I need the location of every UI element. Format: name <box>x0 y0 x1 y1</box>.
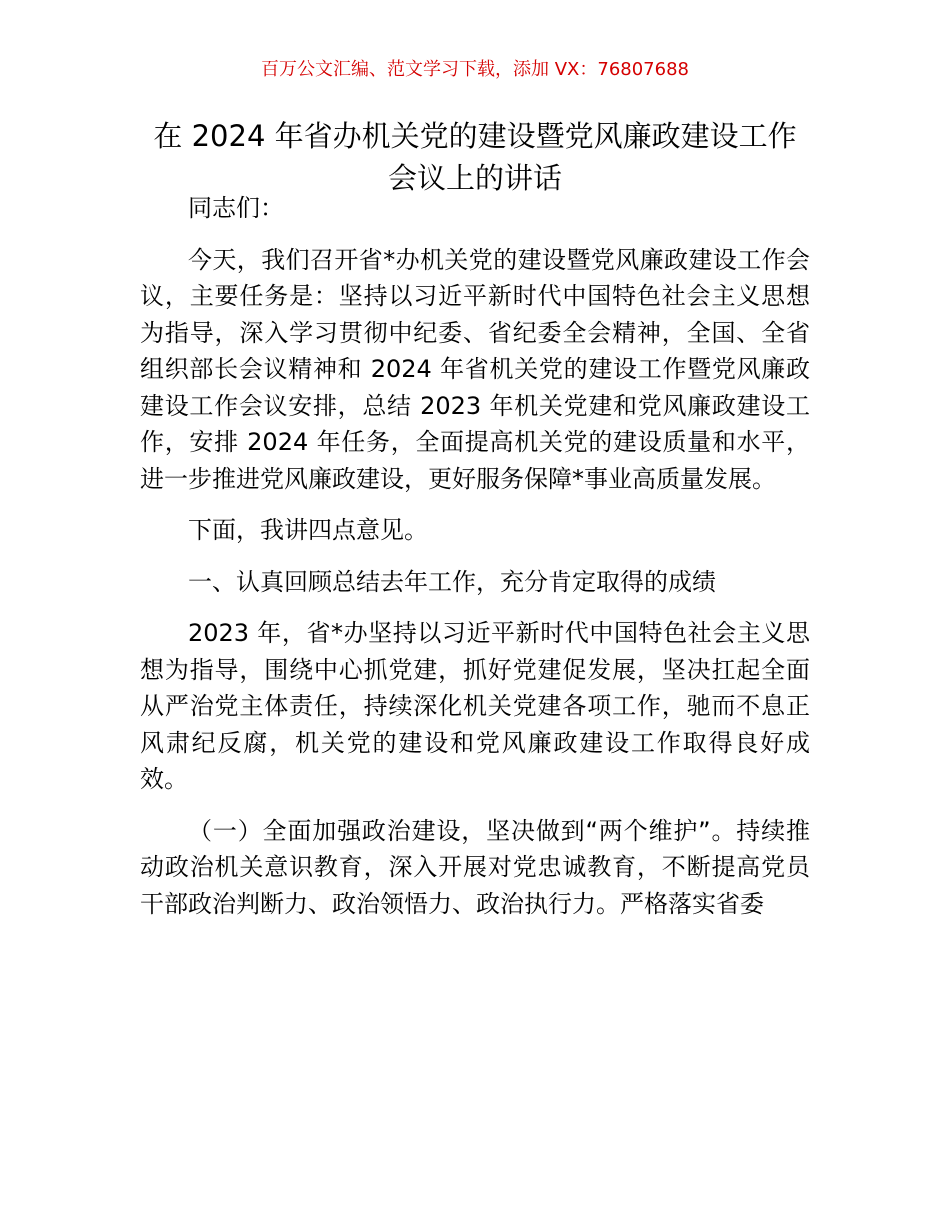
paragraph-summary-2023: 2023 年，省*办坚持以习近平新时代中国特色社会主义思想为指导，围绕中心抓党建，抓好党建促发展，坚决扛起全面从严治党主体责任，持续深化机关党建各项工作，驰而不息正风肃纪反腐，机关党的建设和党风廉政建设工作取得良好成效。 <box>140 619 810 793</box>
paragraph-political-construction: （一）全面加强政治建设，坚决做到“两个维护”。持续推动政治机关意识教育，深入开展对党忠诚教育，不断提高党员干部政治判断力、政治领悟力、政治执行力。严格落实省委 <box>140 816 810 918</box>
section-heading-1: 一、认真回顾总结去年工作，充分肯定取得的成绩 <box>188 567 716 596</box>
salutation: 同志们： <box>188 194 284 222</box>
watermark-header: 百万公文汇编、范文学习下载，添加 VX：76807688 <box>261 59 689 80</box>
document-body <box>140 190 810 937</box>
paragraph-transition: 下面，我讲四点意见。 <box>188 516 428 544</box>
paragraph-intro: 今天，我们召开省*办机关党的建设暨党风廉政建设工作会议，主要任务是：坚持以习近平新时代中国特色社会主义思想为指导，深入学习贯彻中纪委、省纪委全会精神，全国、全省组织部长会议精神和 2024 年省机关党的建设工作暨党风廉政建设工作会议安排，总结 2023 年机关党建和党风廉政建设工作，安排 2024 年任务，全面提高机关党的建设质量和水平，进一步推进党风廉政建设，更好服务保障*事业高质量发展。 <box>140 245 810 493</box>
document-title: 在 2024 年省办机关党的建设暨党风廉政建设工作会议上的讲话 <box>153 119 797 195</box>
